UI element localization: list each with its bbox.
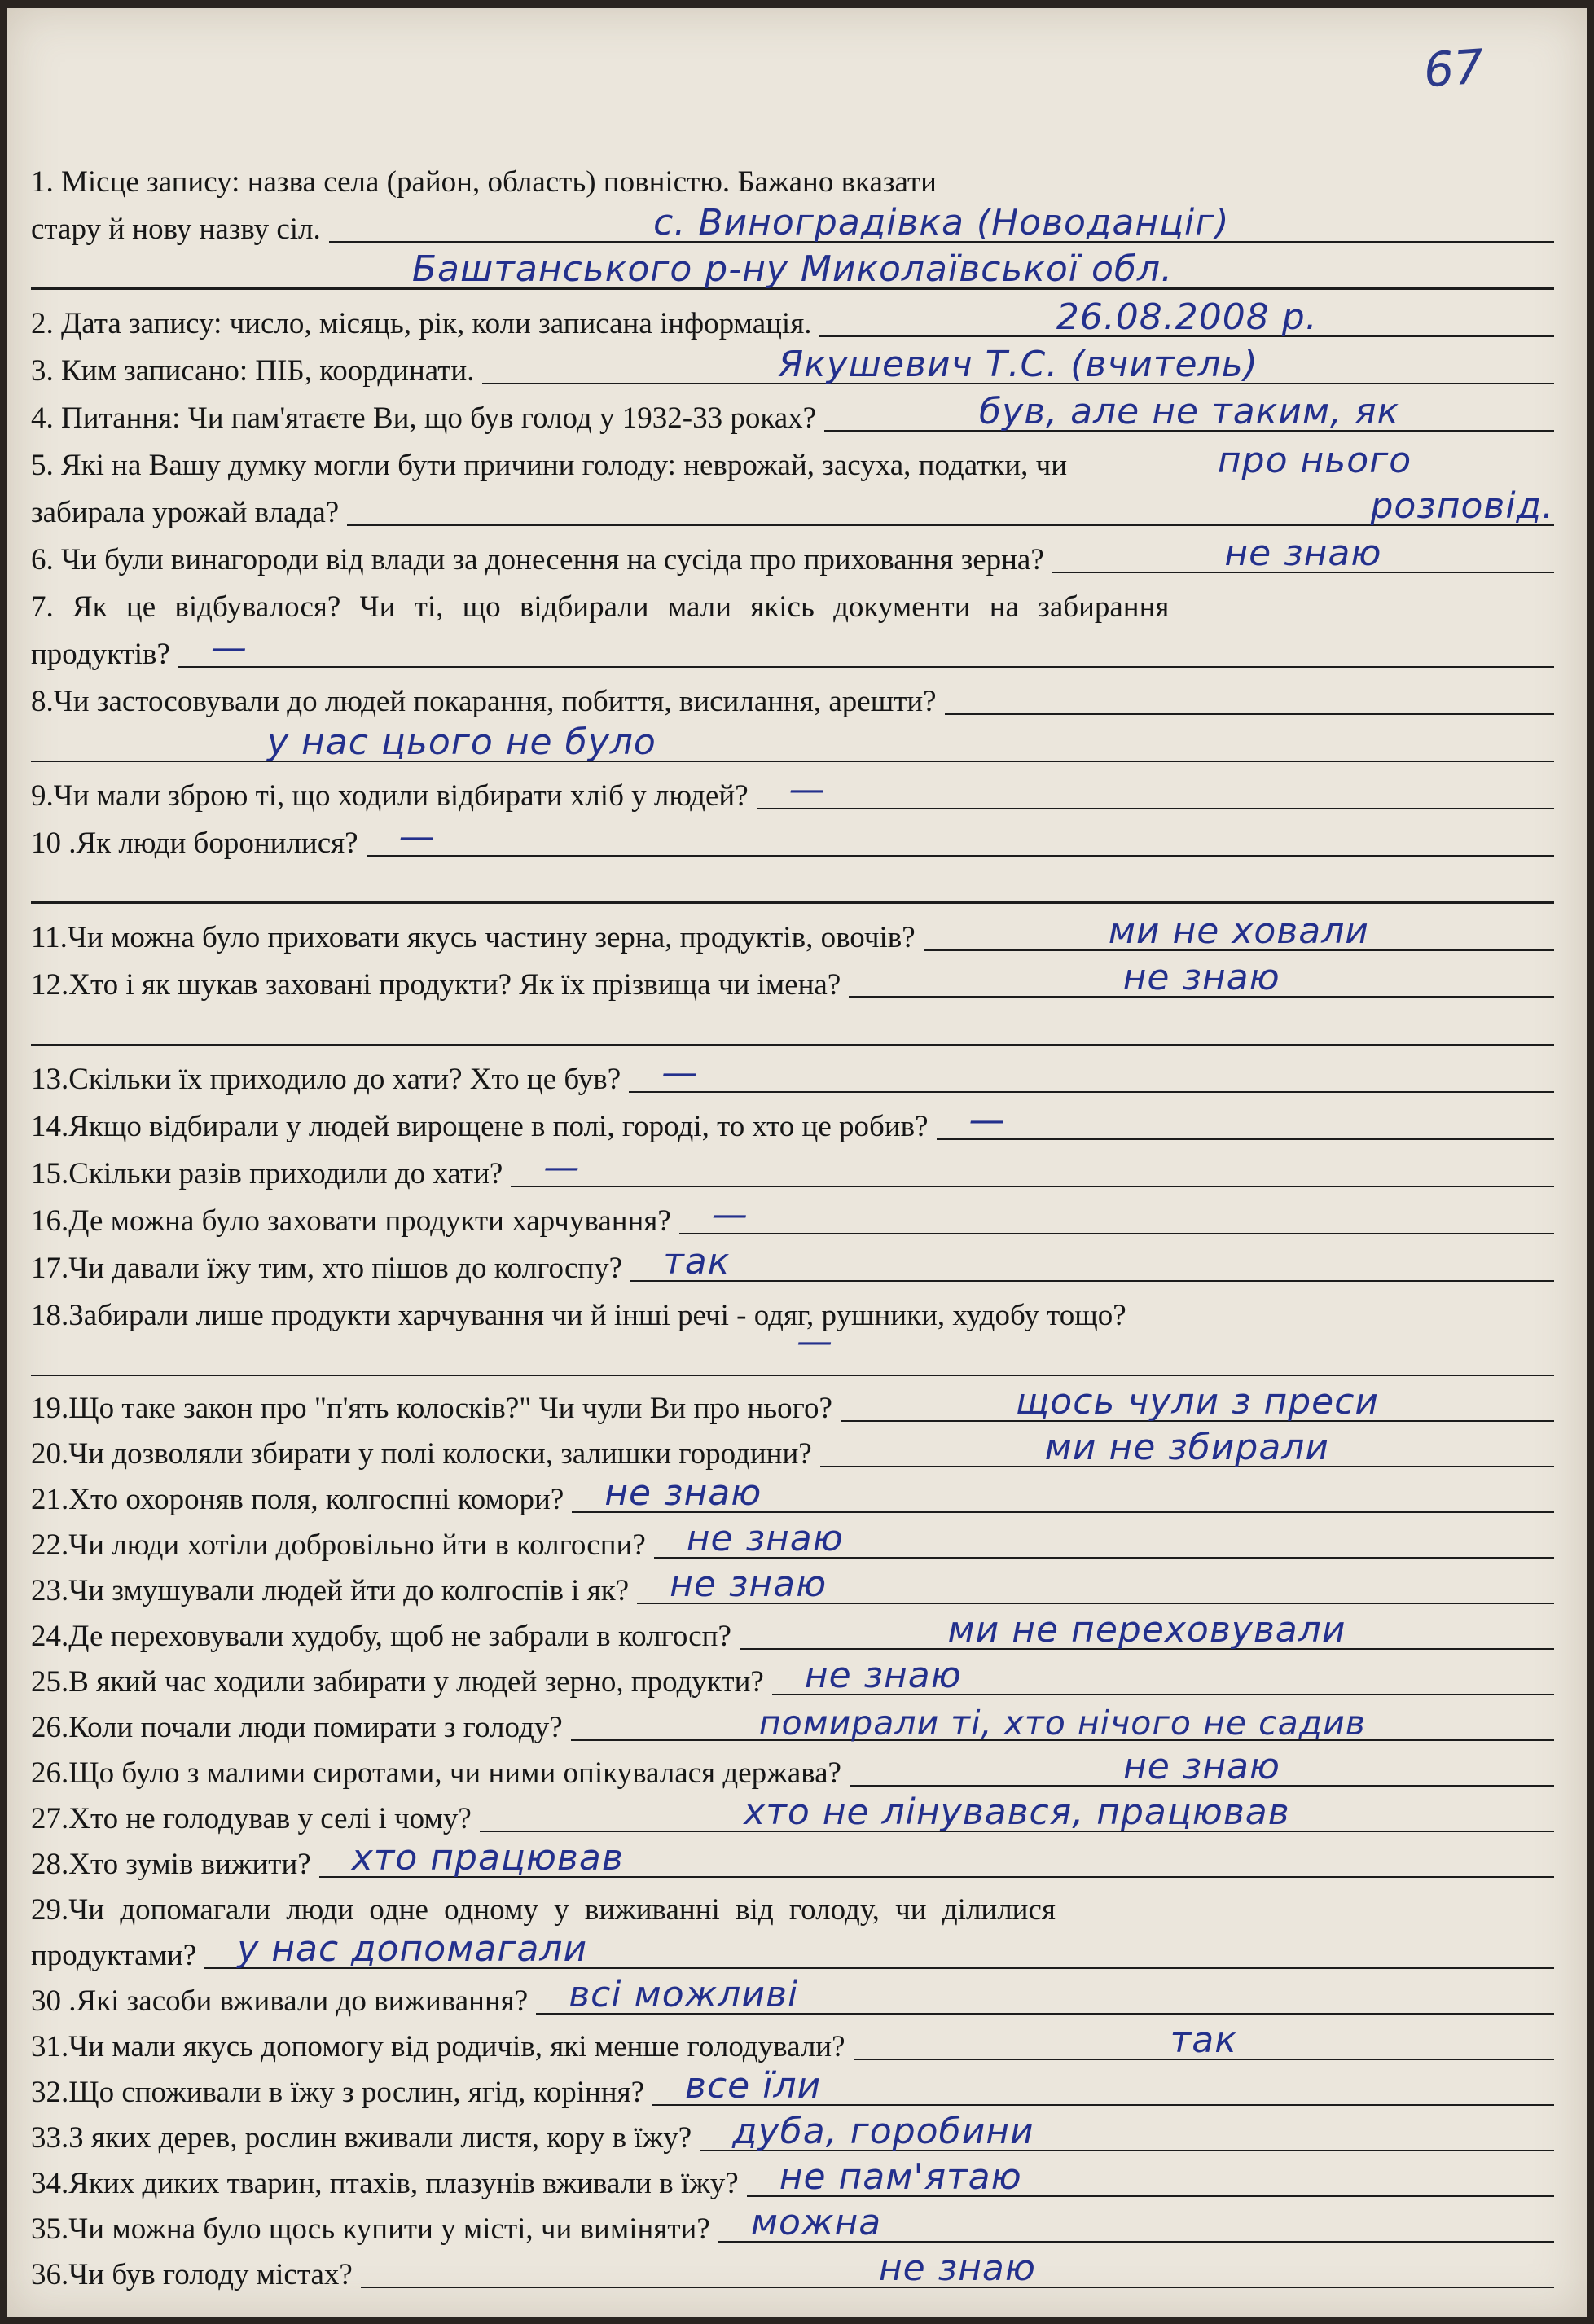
question-text: забирала урожай влада? xyxy=(31,496,340,530)
question-text: 14.Якщо відбирали у людей вирощене в полі, городі, то хто це робив? xyxy=(31,1110,929,1144)
question-5-line2 xyxy=(31,484,1554,531)
answer-field[interactable] xyxy=(572,1472,1554,1515)
answer-field[interactable] xyxy=(850,1746,1554,1788)
handwritten-answer: — xyxy=(398,816,436,858)
question-text: 20.Чи дозволяли збирати у полі колоски, залишки городини? xyxy=(31,1437,812,1471)
question-29-line2 xyxy=(31,1928,1554,1974)
handwritten-answer: Якушевич Т.С. (вчитель) xyxy=(778,344,1258,386)
handwritten-answer: не знаю xyxy=(1122,957,1280,999)
question-text: 11.Чи можна було приховати якусь частину зерна, продуктів, овочів? xyxy=(31,921,916,955)
answer-field[interactable] xyxy=(937,1099,1554,1142)
question-text: 18.Забирали лише продукти харчування чи й інші речі - одяг, рушники, худобу тощо? xyxy=(31,1299,1126,1333)
handwritten-answer: с. Виноградівка (Новоданціг) xyxy=(653,202,1230,244)
handwritten-answer: хто працював xyxy=(351,1837,624,1879)
question-text: 29.Чи допомагали люди одне одному у виживанні від голоду, чи ділилися xyxy=(31,1893,1056,1927)
handwritten-answer: — xyxy=(210,627,248,669)
question-13 xyxy=(31,1050,1554,1098)
handwritten-answer: був, але не таким, як xyxy=(979,391,1400,433)
handwritten-answer: все їли xyxy=(685,2065,822,2107)
answer-field[interactable] xyxy=(700,2111,1554,2153)
question-25 xyxy=(31,1655,1554,1700)
answer-field[interactable] xyxy=(819,296,1554,339)
handwritten-answer: не пам'ятаю xyxy=(779,2156,1022,2199)
answer-field[interactable] xyxy=(31,721,1554,764)
answer-field[interactable] xyxy=(740,1609,1554,1651)
handwritten-answer: хто не лінувався, працював xyxy=(744,1791,1290,1834)
question-text: 17.Чи давали їжу тим, хто пішов до колгоспу? xyxy=(31,1252,623,1286)
question-text: 13.Скільки їх приходило до хати? Хто це був? xyxy=(31,1063,621,1097)
answer-field[interactable] xyxy=(718,2202,1554,2244)
question-text: 27.Хто не голодував у селі і чому? xyxy=(31,1802,472,1836)
answer-field[interactable] xyxy=(329,202,1554,244)
handwritten-answer: — xyxy=(661,1052,699,1094)
question-2 xyxy=(31,295,1554,342)
answer-field[interactable] xyxy=(1075,440,1554,482)
handwritten-answer: помирали ті, хто нічого не садив xyxy=(758,1703,1366,1743)
handwritten-answer: дуба, горобини xyxy=(732,2111,1034,2153)
answer-field[interactable] xyxy=(204,1928,1554,1971)
answer-field[interactable] xyxy=(511,1147,1554,1189)
handwritten-answer: не знаю xyxy=(878,2247,1036,2290)
question-text: 10 .Як люди боронилися? xyxy=(31,827,358,861)
answer-field[interactable] xyxy=(31,248,1554,291)
answer-field[interactable] xyxy=(924,910,1554,953)
answer-field[interactable] xyxy=(820,1427,1554,1469)
question-21 xyxy=(31,1472,1554,1518)
question-11 xyxy=(31,909,1554,956)
answer-field[interactable] xyxy=(178,627,1554,669)
question-36 xyxy=(31,2247,1554,2293)
question-text: продуктами? xyxy=(31,1939,197,1973)
handwritten-answer: Баштанського р-ну Миколаївської обл. xyxy=(411,248,1174,291)
question-14 xyxy=(31,1098,1554,1145)
question-text: 4. Питання: Чи пам'ятаєте Ви, що був голод у 1932-33 роках? xyxy=(31,401,817,436)
question-text: 35.Чи можна було щось купити у місті, чи виміняти? xyxy=(31,2212,710,2247)
question-text: 34.Яких диких тварин, птахів, плазунів вживали в їжу? xyxy=(31,2167,739,2201)
question-text: 26.Що було з малими сиротами, чи ними опікувалася держава? xyxy=(31,1756,841,1791)
question-27 xyxy=(31,1791,1554,1837)
question-35 xyxy=(31,2202,1554,2247)
question-text: 7. Як це відбувалося? Чи ті, що відбирали мали якісь документи на забирання xyxy=(31,590,1170,625)
question-7 xyxy=(31,578,1554,625)
answer-field[interactable] xyxy=(31,1016,1554,1046)
question-33 xyxy=(31,2111,1554,2156)
question-text: 24.Де переховували худобу, щоб не забрали в колгосп? xyxy=(31,1620,731,1654)
answer-field[interactable] xyxy=(31,874,1554,904)
answer-field[interactable] xyxy=(536,1974,1554,2016)
question-26a xyxy=(31,1700,1554,1746)
question-1 xyxy=(31,153,1554,200)
handwritten-answer: — xyxy=(797,1321,833,1363)
question-34 xyxy=(31,2156,1554,2202)
answer-field[interactable] xyxy=(652,2065,1554,2107)
question-24 xyxy=(31,1609,1554,1655)
handwritten-answer: всі можливі xyxy=(569,1974,799,2016)
question-8 xyxy=(31,673,1554,720)
questionnaire-sheet xyxy=(7,8,1587,2317)
handwritten-answer: — xyxy=(711,1194,749,1236)
question-text: 25.В який час ходили забирати у людей зерно, продукти? xyxy=(31,1665,764,1699)
question-text: продуктів? xyxy=(31,638,170,672)
handwritten-answer: — xyxy=(543,1147,581,1189)
question-text: 26.Коли почали люди помирати з голоду? xyxy=(31,1711,563,1745)
answer-field[interactable] xyxy=(571,1703,1554,1743)
question-text: стару й нову назву сіл. xyxy=(31,213,321,247)
handwritten-answer: ми не переховували xyxy=(947,1609,1346,1651)
handwritten-answer: розповід. xyxy=(1370,485,1554,528)
question-31 xyxy=(31,2019,1554,2065)
question-4 xyxy=(31,389,1554,436)
question-text: 6. Чи були винагороди від влади за донесення на сусіда про приховання зерна? xyxy=(31,543,1044,577)
question-32 xyxy=(31,2065,1554,2111)
question-12 xyxy=(31,956,1554,1003)
handwritten-answer: про нього xyxy=(1217,440,1412,482)
answer-field[interactable] xyxy=(841,1381,1554,1423)
handwritten-answer: ми не ховали xyxy=(1108,910,1369,953)
question-text: 31.Чи мали якусь допомогу від родичів, які менше голодували? xyxy=(31,2030,845,2064)
handwritten-answer: так xyxy=(663,1241,731,1283)
answer-field[interactable] xyxy=(367,816,1554,858)
handwritten-answer: не знаю xyxy=(604,1472,762,1515)
question-6 xyxy=(31,531,1554,578)
question-text: 8.Чи застосовували до людей покарання, побиття, висилання, арешти? xyxy=(31,685,937,719)
handwritten-answer: можна xyxy=(750,2202,882,2244)
question-text: 1. Місце запису: назва села (район, область) повністю. Бажано вказати xyxy=(31,165,937,200)
question-30 xyxy=(31,1974,1554,2019)
answer-field[interactable] xyxy=(347,485,1554,528)
answer-field[interactable] xyxy=(747,2156,1554,2199)
question-10-line2 xyxy=(31,862,1554,909)
handwritten-answer: — xyxy=(968,1099,1006,1142)
answer-field[interactable] xyxy=(482,344,1554,386)
question-5 xyxy=(31,436,1554,484)
question-10 xyxy=(31,814,1554,862)
question-1-line2 xyxy=(31,200,1554,248)
question-text: 30 .Які засоби вживали до виживання? xyxy=(31,1984,529,2019)
answer-field[interactable] xyxy=(1052,533,1554,575)
question-7-line2 xyxy=(31,625,1554,673)
question-text: 5. Які на Вашу думку могли бути причини голоду: неврожай, засуха, податки, чи xyxy=(31,449,1068,483)
question-16 xyxy=(31,1192,1554,1239)
question-text: 16.Де можна було заховати продукти харчування? xyxy=(31,1204,671,1239)
question-text: 9.Чи мали зброю ті, що ходили відбирати хліб у людей? xyxy=(31,779,749,813)
answer-field[interactable] xyxy=(629,1052,1554,1094)
answer-field[interactable] xyxy=(480,1791,1554,1834)
question-28 xyxy=(31,1837,1554,1883)
handwritten-answer: у нас допомагали xyxy=(237,1928,588,1971)
question-text: 32.Що споживали в їжу з рослин, ягід, коріння? xyxy=(31,2076,645,2110)
question-text: 22.Чи люди хотіли добровільно йти в колгоспи? xyxy=(31,1528,646,1563)
handwritten-answer: не знаю xyxy=(686,1518,844,1560)
question-15 xyxy=(31,1145,1554,1192)
question-18-line2 xyxy=(31,1321,1554,1381)
question-23 xyxy=(31,1563,1554,1609)
question-8-line2 xyxy=(31,720,1554,767)
answer-field[interactable] xyxy=(630,1241,1554,1283)
handwritten-answer: — xyxy=(788,769,826,811)
question-22 xyxy=(31,1518,1554,1563)
question-3 xyxy=(31,342,1554,389)
handwritten-answer: не знаю xyxy=(804,1655,962,1697)
question-text: 19.Що таке закон про "п'ять колосків?" Чи чули Ви про нього? xyxy=(31,1392,832,1426)
question-17 xyxy=(31,1239,1554,1287)
answer-field[interactable] xyxy=(31,1321,1554,1376)
handwritten-answer: ми не збирали xyxy=(1044,1427,1330,1469)
question-9 xyxy=(31,767,1554,814)
handwritten-answer: не знаю xyxy=(670,1563,828,1606)
handwritten-answer: не знаю xyxy=(1224,533,1382,575)
question-20 xyxy=(31,1427,1554,1472)
question-text: 28.Хто зумів вижити? xyxy=(31,1848,311,1882)
answer-field[interactable] xyxy=(654,1518,1554,1560)
question-26b xyxy=(31,1746,1554,1791)
question-text: 3. Ким записано: ПІБ, координати. xyxy=(31,354,475,388)
answer-field[interactable] xyxy=(319,1837,1554,1879)
answer-field[interactable] xyxy=(361,2247,1554,2290)
question-text: 36.Чи був голоду містах? xyxy=(31,2258,353,2292)
answer-field[interactable] xyxy=(757,769,1554,811)
handwritten-answer: щось чули з преси xyxy=(1015,1381,1380,1423)
question-19 xyxy=(31,1381,1554,1427)
question-text: 15.Скільки разів приходили до хати? xyxy=(31,1157,503,1191)
questions-list xyxy=(31,153,1554,2293)
question-1-line3 xyxy=(31,248,1554,295)
question-text: 23.Чи змушували людей йти до колгоспів і як? xyxy=(31,1574,630,1608)
answer-field[interactable] xyxy=(772,1655,1554,1697)
question-12-line2 xyxy=(31,1003,1554,1050)
handwritten-answer: 26.08.2008 р. xyxy=(1056,296,1318,339)
answer-field[interactable] xyxy=(637,1563,1554,1606)
handwritten-answer: не знаю xyxy=(1122,1746,1280,1788)
handwritten-answer: так xyxy=(1170,2019,1237,2062)
answer-field[interactable] xyxy=(945,686,1554,715)
page-number: 67 xyxy=(1421,38,1486,99)
answer-field[interactable] xyxy=(854,2019,1554,2062)
question-text: 2. Дата запису: число, місяць, рік, коли записана інформація. xyxy=(31,307,812,341)
question-text: 12.Хто і як шукав заховані продукти? Як їх прізвища чи імена? xyxy=(31,968,841,1002)
answer-field[interactable] xyxy=(849,957,1554,999)
question-text: 21.Хто охороняв поля, колгоспні комори? xyxy=(31,1483,564,1517)
answer-field[interactable] xyxy=(679,1194,1554,1236)
question-text: 33.З яких дерев, рослин вживали листя, кору в їжу? xyxy=(31,2121,692,2155)
answer-field[interactable] xyxy=(824,391,1554,433)
question-29 xyxy=(31,1883,1554,1928)
handwritten-answer: у нас цього не було xyxy=(267,721,656,764)
